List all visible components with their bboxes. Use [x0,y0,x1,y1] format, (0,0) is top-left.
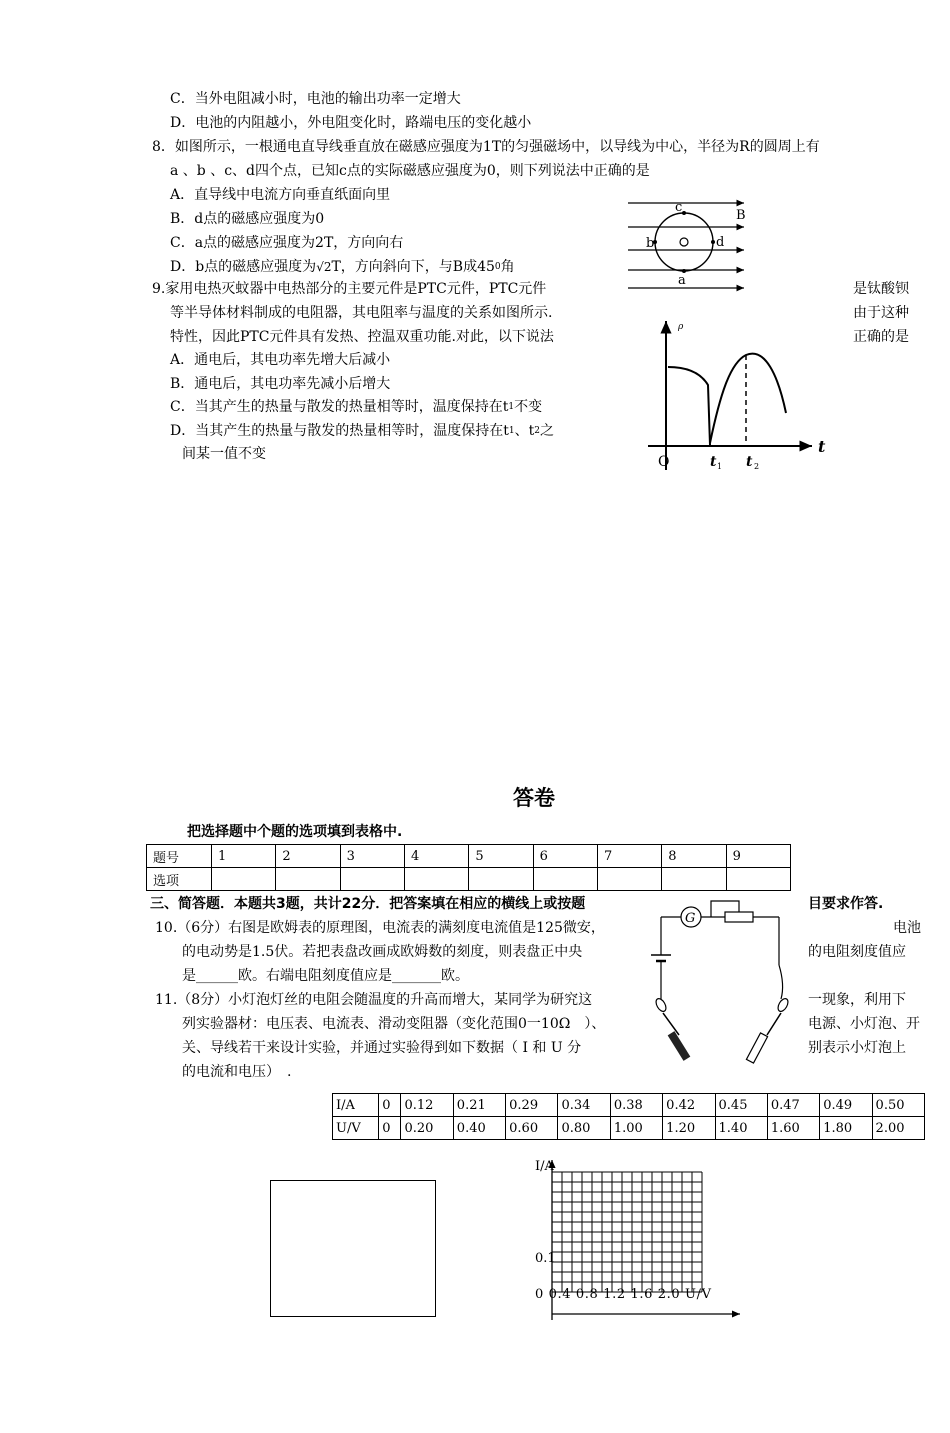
table-cell: 0.40 [453,1117,505,1140]
table-cell: 0.49 [820,1094,872,1117]
q9-option-d-cont: 间某一值不变 [182,446,266,462]
iu-data-table [332,1093,925,1140]
answer-cell[interactable] [212,868,276,891]
graph-x-labels: 0 0.4 0.8 1.2 1.6 2.0 U/V [535,1287,711,1302]
table-cell: 0.12 [401,1094,453,1117]
q8-option-b: B．d点的磁感应强度为0 [170,211,325,227]
q9-line3a: 特性，因此PTC元件具有发热、控温双重功能.对此，以下说法 [170,329,554,345]
q10-line2b: 的电阻刻度值应 [808,944,906,960]
q9-d-pre: D．当其产生的热量与散发的热量相等时，温度保持在t [170,423,509,439]
q9-d-post: 之 [539,423,554,439]
q9-option-d [170,421,554,441]
table-head-number: 题号 [147,845,212,868]
table-cell: 0.34 [558,1094,610,1117]
choice-answer-table [146,844,791,891]
q9-d-sub1: 1 [508,426,515,436]
section3-heading-a: 三、简答题．本题共3题，共计22分．把答案填在相应的横线上或按题 [150,896,586,912]
q9-option-b: B．通电后，其电功率先减小后增大 [170,376,391,392]
answer-cell[interactable] [469,868,533,891]
q8-field-figure [620,195,760,295]
table-head-option: 选项 [147,868,212,891]
table-cell: 1.80 [820,1117,872,1140]
q9-d-sub2: 2 [534,426,540,436]
label-c: c [675,200,683,215]
number-cell: 9 [726,845,790,868]
grid-lines [552,1172,702,1292]
table-cell: 2.00 [872,1117,924,1140]
number-cell: 3 [340,845,404,868]
q8-option-d [170,257,515,277]
number-cell: 4 [404,845,468,868]
q9-d-mid: 、t [514,423,535,439]
t1-sub: 1 [717,462,723,471]
sqrt2-symbol: √2 [316,260,332,274]
q11-line4: 的电流和电压） . [182,1064,292,1080]
galvanometer-label: G [685,911,696,926]
table-cell: 0.29 [506,1094,558,1117]
origin-label: O [658,454,670,470]
degree-sup: 0 [494,262,501,272]
answer-cell[interactable] [404,868,468,891]
q10-line1b: 电池 [893,920,921,936]
table-cell: 1.00 [610,1117,662,1140]
q11-line1b: 一现象，利用下 [808,992,906,1008]
table-cell: 0.21 [453,1094,505,1117]
table-cell: 1.60 [767,1117,819,1140]
q9-c-sub: 1 [508,402,515,412]
q9-c-pre: C．当其产生的热量与散发的热量相等时，温度保持在t [170,399,509,415]
table-cell: 0.47 [767,1094,819,1117]
label-a: a [678,273,686,288]
q11-line2a: 列实验器材：电压表、电流表、滑动变阻器（变化范围0一10Ω ）、 [182,1016,606,1032]
q8-option-c: C．a点的磁感应强度为2T，方向向右 [170,235,404,251]
rho-label: ρ [678,322,684,332]
t1-label: t [710,454,717,470]
t2-sub: 2 [754,462,760,471]
graph-y-label: I/A [535,1159,554,1174]
circuit-drawing-box[interactable] [270,1180,436,1317]
table-cell: 0.45 [715,1094,767,1117]
table-cell: 1.40 [715,1117,767,1140]
q11-line3a: 关、导线若干来设计实验，并通过实验得到如下数据（ I 和 U 分 [182,1040,582,1056]
t2-label: t [746,454,753,470]
answer-cell[interactable] [662,868,726,891]
table-cell: 0.38 [610,1094,662,1117]
q11-line1a: 11.（8分）小灯泡灯丝的电阻会随温度的升高而增大，某同学为研究这 [155,992,593,1008]
q8-stem-line2: a 、b 、c、d四个点，已知c点的实际磁感应强度为0，则下列说法中正确的是 [170,163,650,179]
graph-y-tick-0.1: 0.1 [535,1251,556,1266]
table-cell: 0.20 [401,1117,453,1140]
table-cell: 0 [379,1094,401,1117]
label-b: b [646,236,655,251]
table-cell: 0.42 [663,1094,715,1117]
q9-option-c [170,397,542,417]
section3-heading-b: 目要求作答. [808,896,884,912]
answer-sheet-title: 答卷 [513,786,555,810]
q9-line1b: 是钛酸钡 [853,281,909,297]
answer-cell[interactable] [340,868,404,891]
number-cell: 7 [597,845,661,868]
table-cell: 0.80 [558,1117,610,1140]
answer-cell[interactable] [597,868,661,891]
q10-line2a: 的电动势是1.5伏。若把表盘改画成欧姆数的刻度，则表盘正中央 [182,944,583,960]
number-cell: 1 [212,845,276,868]
q11-line3b: 别表示小灯泡上 [808,1040,906,1056]
ohmmeter-circuit-figure [645,895,805,1065]
table-cell: 0.50 [872,1094,924,1117]
q9-line3b: 正确的是 [853,329,909,345]
q10-line3: 是______欧。右端电阻刻度值应是_______欧。 [182,968,469,984]
t-axis-label: t [818,437,826,456]
q9-option-a: A．通电后，其电功率先增大后减小 [170,352,391,368]
table-row [147,868,791,891]
q7-option-d: D．电池的内阻越小，外电阻变化时，路端电压的变化越小 [170,115,532,131]
q9-c-post: 不变 [514,399,543,415]
iu-graph-grid[interactable] [530,1150,745,1325]
choice-instruction: 把选择题中个题的选项填到表格中. [187,824,403,840]
q9-line2b: 由于这种 [853,305,909,321]
table-row [333,1117,925,1140]
q8-d-post: T，方向斜向下，与B成45 [331,259,495,275]
table-row [147,845,791,868]
q8-d-pre: D．b点的磁感应强度为 [170,259,317,275]
q9-line1a: 9.家用电热灭蚊器中电热部分的主要元件是PTC元件，PTC元件 [152,281,547,297]
q9-rho-t-figure [640,315,840,480]
i-head: I/A [333,1094,379,1117]
table-row [333,1094,925,1117]
q8-d-end: 角 [500,259,515,275]
number-cell: 6 [533,845,597,868]
answer-cell[interactable] [726,868,790,891]
q10-line1a: 10.（6分）右图是欧姆表的原理图，电流表的满刻度电流值是125微安， [155,920,605,936]
number-cell: 5 [469,845,533,868]
table-cell: 0 [379,1117,401,1140]
q8-option-a: A．直导线中电流方向垂直纸面向里 [170,187,391,203]
q9-line2a: 等半导体材料制成的电阻器，其电阻率与温度的关系如图所示. [170,305,553,321]
q7-option-c: C．当外电阻减小时，电池的输出功率一定增大 [170,91,461,107]
table-cell: 1.20 [663,1117,715,1140]
answer-cell[interactable] [276,868,340,891]
q11-line2b: 电源、小灯泡、开 [808,1016,920,1032]
table-cell: 0.60 [506,1117,558,1140]
label-B: B [736,208,746,223]
q8-stem-line1: 8．如图所示，一根通电直导线垂直放在磁感应强度为1T的匀强磁场中，以导线为中心，半径为R的圆周上有 [152,139,820,155]
number-cell: 2 [276,845,340,868]
number-cell: 8 [662,845,726,868]
label-d: d [716,235,725,250]
u-head: U/V [333,1117,379,1140]
answer-cell[interactable] [533,868,597,891]
